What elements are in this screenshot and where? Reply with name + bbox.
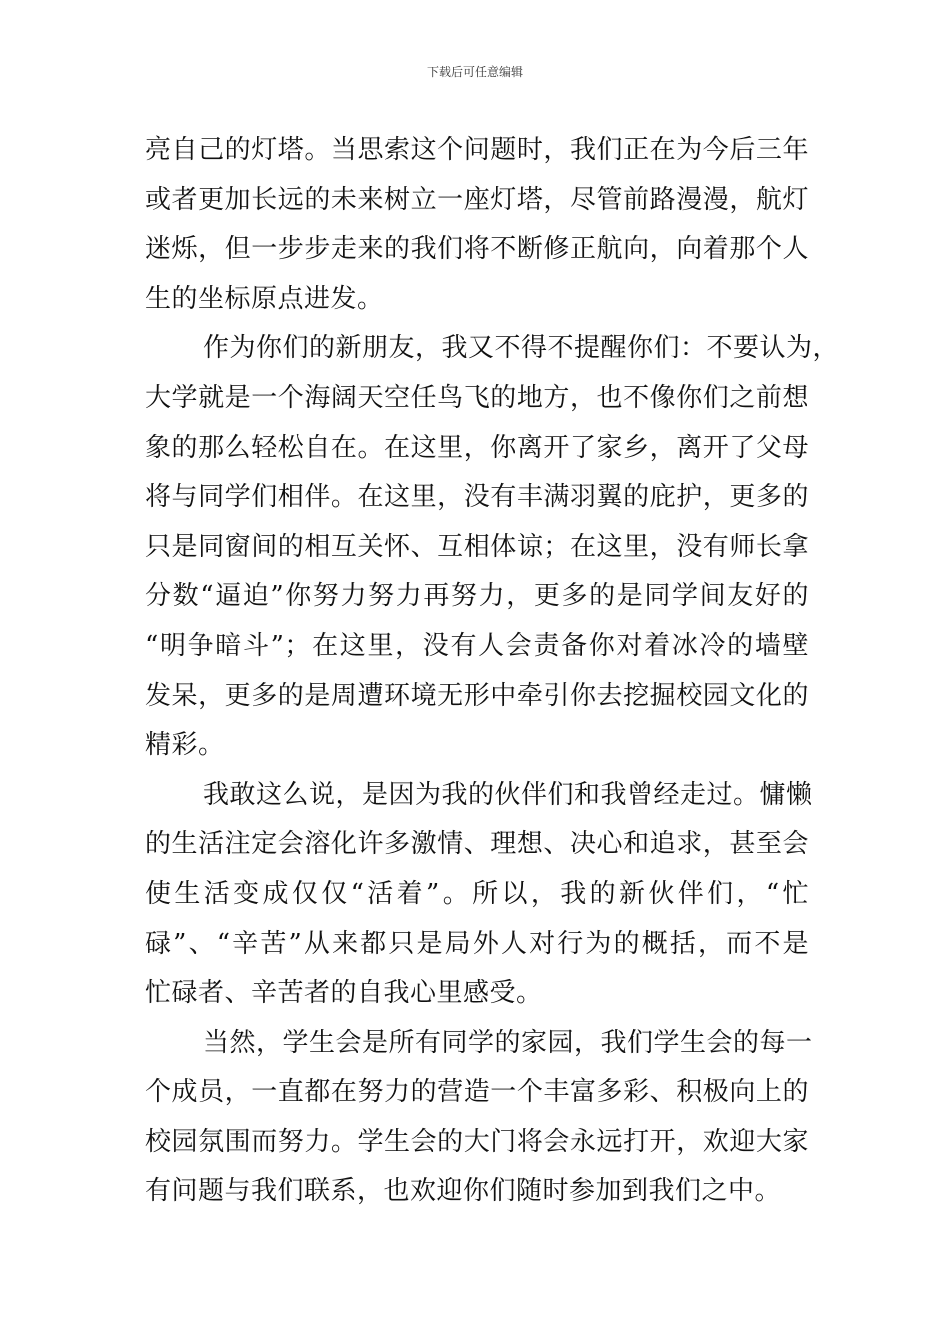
text-line: 忙碌者、辛苦者的自我心里感受。 (145, 978, 543, 1009)
text-line: 校园氛围而努力。学生会的大门将会永远打开，欢迎大家 (145, 1126, 809, 1157)
text-line: 迷烁，但一步步走来的我们将不断修正航向，向着那个人 (145, 234, 809, 265)
text-line: 个成员，一直都在努力的营造一个丰富多彩、积极向上的 (145, 1077, 809, 1108)
text-line: 使生活变成仅仅“活着”。所以，我的新伙伴们，“忙 (145, 878, 809, 909)
text-line: 将与同学们相伴。在这里，没有丰满羽翼的庇护，更多的 (145, 482, 809, 513)
text-line: 生的坐标原点进发。 (145, 283, 384, 314)
text-line: 作为你们的新朋友，我又不得不提醒你们：不要认为， (203, 333, 840, 364)
document-body (145, 126, 840, 1217)
text-line: 或者更加长远的未来树立一座灯塔，尽管前路漫漫，航灯 (145, 184, 809, 215)
text-line: 有问题与我们联系，也欢迎你们随时参加到我们之中。 (145, 1176, 782, 1207)
text-line: 分数“逼迫”你努力努力再努力，更多的是同学间友好的 (145, 581, 809, 612)
text-line: 象的那么轻松自在。在这里，你离开了家乡，离开了父母 (145, 432, 809, 463)
text-line: 碌”、“辛苦”从来都只是局外人对行为的概括，而不是 (145, 928, 809, 959)
text-line: 发呆，更多的是周遭环境无形中牵引你去挖掘校园文化的 (145, 680, 809, 711)
text-line: 我敢这么说，是因为我的伙伴们和我曾经走过。慵懒 (203, 779, 813, 810)
text-line: 大学就是一个海阔天空任鸟飞的地方，也不像你们之前想 (145, 382, 809, 413)
page-header: 下载后可任意编辑 (426, 65, 523, 79)
text-line: 亮自己的灯塔。当思索这个问题时，我们正在为今后三年 (145, 135, 809, 165)
text-line: 精彩。 (145, 730, 225, 761)
text-line: 的生活注定会溶化许多激情、理想、决心和追求，甚至会 (145, 829, 809, 860)
text-line: 当然，学生会是所有同学的家园，我们学生会的每一 (203, 1027, 813, 1058)
text-line: 只是同窗间的相互关怀、互相体谅；在这里，没有师长拿 (145, 531, 809, 562)
text-line: “明争暗斗”；在这里，没有人会责备你对着冰冷的墙壁 (145, 630, 809, 661)
